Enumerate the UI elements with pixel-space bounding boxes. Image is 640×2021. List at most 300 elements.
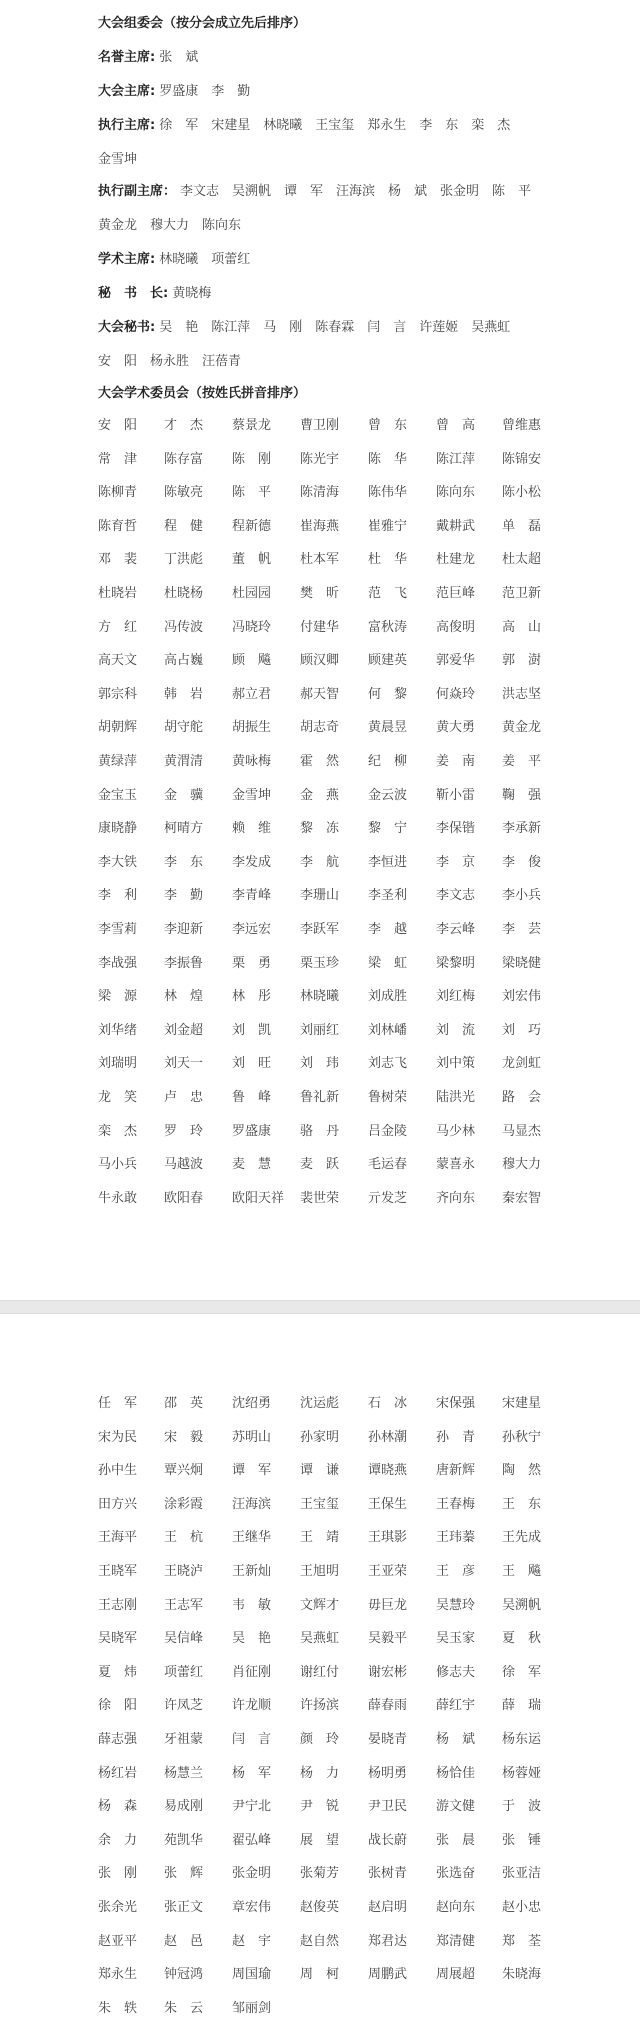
- member-name: 李 航: [300, 854, 340, 870]
- page-separator: [0, 1300, 640, 1314]
- role-names: 徐 军 宋建星 林晓曦 王宝玺 郑永生 李 东 栾 杰: [159, 118, 511, 133]
- member-name: 顾建英: [368, 653, 408, 669]
- role-names: 张 斌: [159, 50, 199, 65]
- member-name: 涂彩霞: [164, 1496, 204, 1512]
- member-name: 蔡景龙: [232, 418, 272, 433]
- member-name: 赵自然: [300, 1933, 340, 1949]
- member-name: 陶 然: [502, 1463, 542, 1479]
- member-name: 王 东: [502, 1496, 542, 1512]
- member-name: 刘宏伟: [502, 989, 542, 1005]
- role-label: 学术主席:: [98, 252, 156, 267]
- member-name: 杨 力: [300, 1765, 340, 1781]
- member-name: 曾 东: [368, 418, 408, 433]
- member-name: 王继华: [232, 1530, 272, 1546]
- member-name: 路 会: [502, 1090, 542, 1105]
- member-name: 马小兵: [98, 1157, 138, 1173]
- member-name: 陈 华: [368, 451, 408, 467]
- member-name: 王宝玺: [300, 1496, 340, 1512]
- member-name: 李小兵: [502, 888, 542, 904]
- member-name: 赵启明: [368, 1900, 408, 1915]
- member-name: 高俊明: [436, 619, 476, 635]
- academic-committee-heading: 大会学术委员会（按姓氏拼音排序）: [98, 386, 307, 401]
- role-names: 金雪坤: [98, 152, 138, 167]
- member-name: 高 山: [502, 619, 542, 635]
- member-name: 王 彦: [436, 1564, 476, 1579]
- member-name: 梁 虹: [368, 955, 408, 971]
- member-name: 赵俊英: [300, 1900, 340, 1915]
- member-name: 骆 丹: [300, 1123, 340, 1139]
- member-name: 李跃军: [300, 922, 340, 937]
- member-name: 孙秋宁: [502, 1429, 542, 1445]
- member-name: 陈 刚: [232, 451, 272, 467]
- role-label: 大会秘书:: [98, 320, 156, 335]
- member-name: 刘成胜: [368, 989, 408, 1005]
- member-name: 纪 柳: [368, 754, 408, 769]
- member-name: 闫 言: [232, 1732, 272, 1747]
- member-name: 薛 瑞: [502, 1698, 542, 1714]
- member-name: 赵 邑: [164, 1933, 204, 1949]
- member-name: 刘 玮: [300, 1056, 340, 1072]
- member-name: 王亚荣: [368, 1564, 408, 1579]
- committee-role-line: [98, 216, 618, 236]
- member-name: 鲁树荣: [368, 1090, 408, 1105]
- member-name: 穆大力: [502, 1157, 542, 1173]
- member-name: 金宝玉: [98, 787, 138, 803]
- committee-role-line: [98, 352, 618, 372]
- member-name: 石 冰: [368, 1396, 408, 1411]
- member-name: 谭 谦: [300, 1463, 340, 1479]
- member-name: 朱晓海: [502, 1967, 542, 1983]
- member-name: 夏 秋: [502, 1631, 542, 1647]
- member-name: 杜 华: [368, 552, 408, 568]
- member-name: 牛永敢: [98, 1190, 138, 1206]
- member-name: 汪海滨: [232, 1496, 272, 1512]
- member-name: 戴耕武: [436, 518, 476, 534]
- member-name: 许凤芝: [164, 1698, 204, 1714]
- member-name: 刘金超: [164, 1022, 204, 1038]
- member-name: 王新灿: [232, 1564, 272, 1579]
- member-name: 王志刚: [98, 1597, 138, 1613]
- member-name: 杨慧兰: [164, 1765, 204, 1781]
- member-name: 陈锦安: [502, 451, 542, 467]
- member-name: 麦 慧: [232, 1157, 272, 1173]
- member-name: 谭 军: [232, 1463, 272, 1479]
- member-name: 程 健: [164, 518, 204, 534]
- member-name: 周展超: [436, 1967, 476, 1983]
- document-page-2: [0, 1314, 640, 2021]
- member-name: 吴燕虹: [300, 1631, 340, 1647]
- member-name: 陆洪光: [436, 1090, 476, 1105]
- member-name: 吴溯帆: [502, 1597, 542, 1613]
- member-name: 徐 阳: [98, 1698, 138, 1714]
- role-names: 黄晓梅: [172, 286, 212, 301]
- member-name: 李青峰: [232, 888, 272, 904]
- member-name: 沈运彪: [300, 1396, 340, 1411]
- member-name: 林 彤: [232, 989, 272, 1005]
- member-name: 唐新辉: [436, 1463, 476, 1479]
- member-name: 金 燕: [300, 787, 340, 803]
- committee-role-line: [98, 182, 618, 202]
- member-name: 宋建星: [502, 1396, 542, 1411]
- member-name: 陈清海: [300, 485, 340, 501]
- member-name: 曾 高: [436, 418, 476, 433]
- member-name: 陈伟华: [368, 485, 408, 501]
- member-name: 易成刚: [164, 1799, 204, 1815]
- member-name: 李 京: [436, 854, 476, 870]
- member-name: 张正文: [164, 1900, 204, 1915]
- member-name: 陈光宇: [300, 451, 340, 467]
- member-name: 刘 巧: [502, 1022, 542, 1038]
- role-names: 林晓曦 项蕾红: [159, 252, 251, 267]
- member-name: 卢 忠: [164, 1090, 204, 1105]
- member-name: 孙林潮: [368, 1429, 408, 1445]
- member-name: 王 飚: [502, 1564, 542, 1579]
- member-name: 覃兴炯: [164, 1463, 204, 1479]
- member-name: 张亚洁: [502, 1866, 542, 1882]
- member-name: 郭 澍: [502, 653, 542, 669]
- member-name: 毛运春: [368, 1157, 408, 1173]
- member-name: 梁 源: [98, 989, 138, 1005]
- member-name: 刘天一: [164, 1056, 204, 1072]
- member-name: 朱 云: [164, 2000, 204, 2016]
- member-name: 栾 杰: [98, 1123, 138, 1139]
- member-name: 邹丽剑: [232, 2000, 272, 2016]
- role-names: 安 阳 杨永胜 汪蓓青: [98, 354, 242, 369]
- member-name: 邵 英: [164, 1396, 204, 1411]
- member-name: 周鹏武: [368, 1967, 408, 1983]
- member-name: 鲁 峰: [232, 1090, 272, 1105]
- member-name: 王玮蓁: [436, 1530, 476, 1546]
- member-name: 赵 宇: [232, 1933, 272, 1949]
- member-name: 崔海燕: [300, 518, 340, 534]
- role-names: 吴 艳 陈江萍 马 刚 陈春霖 闫 言 许莲姬 吴燕虹: [159, 320, 511, 335]
- member-name: 范卫新: [502, 586, 542, 601]
- member-name: 郑 荃: [502, 1933, 542, 1949]
- member-name: 王 杭: [164, 1530, 204, 1546]
- member-name: 孙 青: [436, 1429, 476, 1445]
- member-name: 谢红付: [300, 1664, 340, 1680]
- member-name: 郑君达: [368, 1933, 408, 1949]
- member-name: 何 黎: [368, 686, 408, 702]
- member-name: 赖 维: [232, 821, 272, 837]
- role-names: 罗盛康 李 勤: [159, 84, 251, 99]
- member-name: 欧阳天祥: [232, 1190, 285, 1206]
- member-name: 高占巍: [164, 653, 204, 669]
- committee-role-line: [98, 82, 618, 102]
- member-name: 梁黎明: [436, 955, 476, 971]
- member-name: 黄金龙: [502, 720, 542, 736]
- member-name: 李圣利: [368, 888, 408, 904]
- member-name: 吴 艳: [232, 1631, 272, 1647]
- member-name: 王 靖: [300, 1530, 340, 1546]
- member-name: 林晓曦: [300, 989, 340, 1005]
- member-name: 刘 凯: [232, 1022, 272, 1038]
- member-name: 亓发芝: [368, 1190, 408, 1206]
- member-name: 毋巨龙: [368, 1597, 408, 1613]
- member-name: 吕金陵: [368, 1123, 408, 1139]
- member-name: 黄渭清: [164, 754, 204, 769]
- member-name: 李大铁: [98, 854, 138, 870]
- member-name: 冯传波: [164, 619, 204, 635]
- member-name: 顾汉卿: [300, 653, 340, 669]
- member-name: 许龙顺: [232, 1698, 272, 1714]
- member-name: 韩 岩: [164, 686, 204, 702]
- member-name: 徐 军: [502, 1664, 542, 1680]
- member-name: 项蕾红: [164, 1664, 204, 1680]
- member-name: 刘瑞明: [98, 1056, 138, 1072]
- member-name: 陈小松: [502, 485, 542, 501]
- member-name: 程新德: [232, 518, 272, 534]
- member-name: 李云峰: [436, 922, 476, 937]
- member-name: 王晓军: [98, 1564, 138, 1579]
- role-label: 大会主席:: [98, 84, 156, 99]
- member-name: 刘丽红: [300, 1022, 340, 1038]
- member-name: 吴晓军: [98, 1631, 138, 1647]
- member-name: 夏 炜: [98, 1664, 138, 1680]
- committee-heading: 大会组委会（按分会成立先后排序）: [98, 16, 307, 31]
- member-name: 游文健: [436, 1799, 476, 1815]
- role-label: 执行副主席：: [98, 184, 177, 199]
- member-name: 刘 旺: [232, 1056, 272, 1072]
- member-name: 常 津: [98, 451, 138, 467]
- member-name: 安 阳: [98, 418, 138, 433]
- member-name: 蒙喜永: [436, 1157, 476, 1173]
- member-name: 张余光: [98, 1900, 138, 1915]
- member-name: 康晓静: [98, 821, 138, 837]
- member-name: 王先成: [502, 1530, 542, 1546]
- member-name: 张菊芳: [300, 1866, 340, 1882]
- member-name: 董 帆: [232, 552, 272, 568]
- member-name: 何焱玲: [436, 686, 476, 702]
- member-name: 付建华: [300, 619, 340, 635]
- member-name: 谭晓燕: [368, 1463, 408, 1479]
- member-name: 刘林嶓: [368, 1022, 408, 1038]
- member-name: 战长蔚: [368, 1832, 408, 1848]
- member-name: 杨蓉娅: [502, 1765, 542, 1781]
- member-name: 李 芸: [502, 922, 542, 937]
- member-name: 金云波: [368, 787, 408, 803]
- member-name: 丁洪彪: [164, 552, 204, 568]
- member-name: 余 力: [98, 1832, 138, 1848]
- member-name: 麦 跃: [300, 1157, 340, 1173]
- member-name: 杨 斌: [436, 1732, 476, 1747]
- member-name: 朱 轶: [98, 2000, 138, 2016]
- member-name: 范巨峰: [436, 586, 476, 601]
- member-name: 李 东: [164, 854, 204, 870]
- member-name: 李珊山: [300, 888, 340, 904]
- member-name: 胡志奇: [300, 720, 340, 736]
- member-name: 薛春雨: [368, 1698, 408, 1714]
- member-name: 陈柳青: [98, 485, 138, 501]
- member-name: 赵亚平: [98, 1933, 138, 1949]
- member-name: 钟冠鸿: [164, 1967, 204, 1983]
- member-name: 曾维惠: [502, 418, 542, 433]
- member-name: 李承新: [502, 821, 542, 837]
- member-name: 郑永生: [98, 1967, 138, 1983]
- member-name: 王春梅: [436, 1496, 476, 1512]
- member-name: 黎 宁: [368, 821, 408, 837]
- member-name: 柯晴方: [164, 821, 204, 837]
- member-name: 裴世荣: [300, 1190, 340, 1206]
- member-name: 霍 然: [300, 754, 340, 769]
- member-name: 李战强: [98, 955, 138, 971]
- member-name: 修志夫: [436, 1664, 476, 1680]
- member-name: 翟弘峰: [232, 1832, 272, 1848]
- member-name: 王晓泸: [164, 1564, 204, 1579]
- member-name: 靳小雷: [436, 787, 476, 803]
- member-name: 顾 飚: [232, 653, 272, 669]
- member-name: 杨 森: [98, 1799, 138, 1815]
- member-name: 姜 平: [502, 754, 542, 769]
- member-name: 王旭明: [300, 1564, 340, 1579]
- member-name: 郝立君: [232, 686, 272, 702]
- member-name: 陈江萍: [436, 451, 476, 467]
- committee-role-line: [98, 116, 618, 136]
- member-name: 吴信峰: [164, 1631, 204, 1647]
- member-name: 马少林: [436, 1123, 476, 1139]
- member-name: 崔雅宁: [368, 518, 408, 534]
- member-name: 宋保强: [436, 1396, 476, 1411]
- member-name: 栗 勇: [232, 955, 272, 971]
- member-name: 胡守舵: [164, 720, 204, 736]
- member-name: 方 红: [98, 619, 138, 635]
- member-name: 郝天智: [300, 686, 340, 702]
- member-name: 黄绿萍: [98, 754, 138, 769]
- member-name: 陈向东: [436, 485, 476, 501]
- member-name: 樊 昕: [300, 586, 340, 601]
- member-name: 邓 裴: [98, 552, 138, 568]
- member-name: 胡朝辉: [98, 720, 138, 736]
- member-name: 李 利: [98, 888, 138, 904]
- member-name: 李 勤: [164, 888, 204, 904]
- member-name: 杜本军: [300, 552, 340, 568]
- member-name: 胡振生: [232, 720, 272, 736]
- member-name: 鲁礼新: [300, 1090, 340, 1105]
- member-name: 牙祖蒙: [164, 1732, 204, 1747]
- member-name: 秦宏智: [502, 1190, 542, 1206]
- member-name: 杜太超: [502, 552, 542, 568]
- member-name: 杜建龙: [436, 552, 476, 568]
- member-name: 马显杰: [502, 1123, 542, 1139]
- member-name: 罗盛康: [232, 1123, 272, 1139]
- member-name: 王志军: [164, 1597, 204, 1613]
- member-name: 沈绍勇: [232, 1396, 272, 1411]
- member-name: 齐向东: [436, 1190, 476, 1206]
- member-name: 薛志强: [98, 1732, 138, 1747]
- member-name: 才 杰: [164, 418, 204, 433]
- member-name: 赵向东: [436, 1900, 476, 1915]
- member-name: 张树青: [368, 1866, 408, 1882]
- member-name: 杨东运: [502, 1732, 542, 1747]
- member-name: 杜晓杨: [164, 586, 204, 601]
- member-name: 尹 锐: [300, 1799, 340, 1815]
- member-name: 刘红梅: [436, 989, 476, 1005]
- member-name: 刘中策: [436, 1056, 476, 1072]
- member-name: 李保锴: [436, 821, 476, 837]
- member-name: 金 骥: [164, 787, 204, 803]
- member-name: 梁晓健: [502, 955, 542, 971]
- member-name: 龙 笑: [98, 1090, 138, 1105]
- role-label: 名誉主席:: [98, 50, 156, 65]
- member-name: 王海平: [98, 1530, 138, 1546]
- member-name: 刘志飞: [368, 1056, 408, 1072]
- role-names: 黄金龙 穆大力 陈向东: [98, 218, 242, 233]
- member-name: 宋为民: [98, 1429, 138, 1445]
- member-name: 宋 毅: [164, 1429, 204, 1445]
- member-name: 赵小忠: [502, 1900, 542, 1915]
- member-name: 杜园园: [232, 586, 272, 601]
- member-name: 王琪影: [368, 1530, 408, 1546]
- member-name: 姜 南: [436, 754, 476, 769]
- member-name: 龙剑虹: [502, 1056, 542, 1072]
- member-name: 高天文: [98, 653, 138, 669]
- committee-role-line: [98, 284, 618, 304]
- member-name: 张选奋: [436, 1866, 476, 1882]
- member-name: 杨恰佳: [436, 1765, 476, 1781]
- member-name: 李迎新: [164, 922, 204, 937]
- member-name: 王保生: [368, 1496, 408, 1512]
- member-name: 林 煌: [164, 989, 204, 1005]
- member-name: 马越波: [164, 1157, 204, 1173]
- committee-role-line: [98, 318, 618, 338]
- member-name: 文辉才: [300, 1597, 340, 1613]
- member-name: 陈敏亮: [164, 485, 204, 501]
- member-name: 尹卫民: [368, 1799, 408, 1815]
- member-name: 罗 玲: [164, 1123, 204, 1139]
- member-name: 田方兴: [98, 1496, 138, 1512]
- committee-role-line: [98, 250, 618, 270]
- member-name: 杨 军: [232, 1765, 272, 1781]
- member-name: 吴玉家: [436, 1631, 476, 1647]
- member-name: 李雪莉: [98, 922, 138, 937]
- member-name: 李恒进: [368, 854, 408, 870]
- member-name: 张金明: [232, 1866, 272, 1882]
- member-name: 刘 流: [436, 1022, 476, 1038]
- member-name: 富秋涛: [368, 619, 408, 635]
- member-name: 孙家明: [300, 1429, 340, 1445]
- member-name: 李文志: [436, 888, 476, 904]
- member-name: 周国瑜: [232, 1967, 272, 1983]
- member-name: 栗玉珍: [300, 955, 340, 971]
- member-name: 任 军: [98, 1396, 138, 1411]
- member-name: 李发成: [232, 854, 272, 870]
- member-name: 郭宗科: [98, 686, 138, 702]
- member-name: 冯晓玲: [232, 619, 272, 635]
- role-names: 李文志 吴溯帆 谭 军 汪海滨 杨 斌 张金明 陈 平: [180, 184, 532, 199]
- member-name: 黄晨昱: [368, 720, 408, 736]
- member-name: 许扬滨: [300, 1698, 340, 1714]
- member-name: 金雪坤: [232, 787, 272, 803]
- committee-role-line: [98, 48, 618, 68]
- member-name: 张 辉: [164, 1866, 204, 1882]
- member-name: 展 望: [300, 1832, 340, 1848]
- member-name: 杜晓岩: [98, 586, 138, 601]
- member-name: 张 刚: [98, 1866, 138, 1882]
- member-name: 尹宁北: [232, 1799, 272, 1815]
- member-name: 吴毅平: [368, 1631, 408, 1647]
- member-name: 张 锤: [502, 1832, 542, 1848]
- member-name: 韦 敏: [232, 1597, 272, 1613]
- member-name: 于 波: [502, 1799, 542, 1815]
- member-name: 杨红岩: [98, 1765, 138, 1781]
- committee-role-line: [98, 150, 618, 170]
- member-name: 陈 平: [232, 485, 272, 501]
- member-name: 黎 冻: [300, 821, 340, 837]
- member-name: 黄咏梅: [232, 754, 272, 769]
- member-name: 郭爱华: [436, 653, 476, 669]
- member-name: 张 晨: [436, 1832, 476, 1848]
- member-name: 单 磊: [502, 518, 542, 534]
